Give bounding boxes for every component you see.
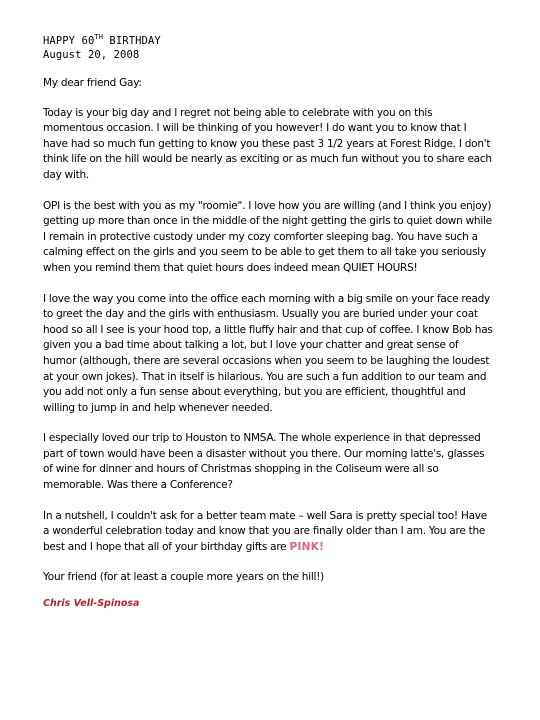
paragraph-5-text: In a nutshell, I couldn't ask for a better team mate – well Sara is pretty special too! Have a wonderful celebration today and know that you are finally older than I am. You are the best and I hope that all of your birthday gifts are: [43, 509, 487, 553]
title-prefix: HAPPY 60: [43, 35, 95, 47]
paragraph-3: I love the way you come into the office each morning with a big smile on your face ready to greet the day and the girls with enthusiasm. Usually you are buried under your coat hood so all I see is your hood top, a little fluffy hair and that cup of coffee. I know Bob has given you a bad time about talking a lot, but I love your chatter and great sense of humor (although, there are several occasions when you seem to be laughing the loudest at your own jokes). That in itself is hilarious. You are such a fun addition to our team and you add not only a fun sense about everything, but you are efficient, thoughtful and willing to jump in and help whenever needed.: [43, 292, 493, 414]
paragraph-5: [43, 509, 493, 556]
paragraph-4: I especially loved our trip to Houston to NMSA. The whole experience in that depressed part of town would have been a disaster without you there. Our morning latte's, glasses of wine for dinner and hours of Christmas shopping in the Coliseum were all so memorable. Was there a Conference?: [43, 432, 485, 492]
letter-title: [43, 34, 493, 48]
signature: Chris Vell-Spinosa: [43, 598, 140, 610]
letter-body: [43, 76, 493, 586]
title-suffix: BIRTHDAY: [103, 35, 161, 47]
paragraph-2: OPI is the best with you as my "roomie". I love how you are willing (and I think you enjoy) getting up more than once in the middle of the night getting the girls to quiet down while I remain in protective custody under my cozy comforter sleeping bag. You have such a calming effect on the girls and you seem to be able to get them to all take you seriously when you remind them that quiet hours does indeed mean QUIET HOURS!: [43, 199, 492, 274]
letter-date: August 20, 2008: [43, 49, 140, 61]
letter-page: [43, 34, 493, 609]
title-superscript: TH: [94, 32, 104, 41]
letter-closing: Your friend (for at least a couple more years on the hill!): [43, 571, 325, 584]
letter-greeting: My dear friend Gay:: [43, 77, 142, 89]
paragraph-1: Today is your big day and I regret not being able to celebrate with you on this momentous occasion. I will be thinking of you however! I do want you to know that I have had so much fun getting to know you these past 3 1/2 years at Forest Ridge. I don't think life on the hill would be nearly as exciting or as much fun without you to share each day with.: [43, 106, 492, 181]
pink-highlight: PINK!: [289, 540, 325, 553]
